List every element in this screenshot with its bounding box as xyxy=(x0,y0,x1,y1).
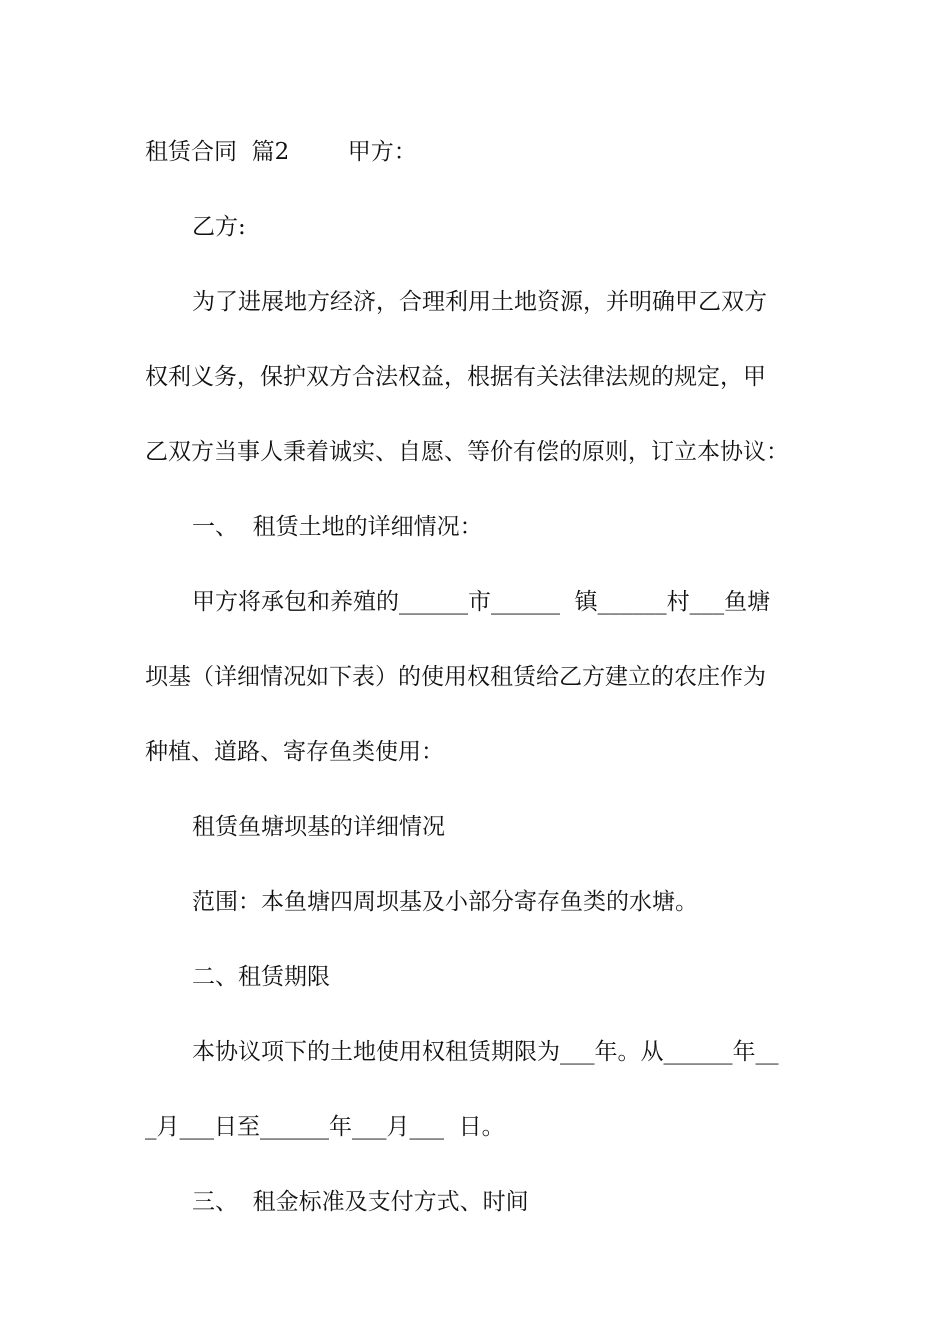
title-line: 租赁合同 篇2 甲方： xyxy=(145,139,417,165)
section-heading: 三、 租金标准及支付方式、时间 xyxy=(192,1189,529,1215)
paragraph-line: 范围：本鱼塘四周坝基及小部分寄存鱼类的水塘。 xyxy=(192,889,698,915)
paragraph-line: 坝基（详细情况如下表）的使用权租赁给乙方建立的农庄作为 xyxy=(145,664,766,690)
paragraph-line: 甲方将承包和养殖的______市______ 镇______村___鱼塘 xyxy=(192,589,771,615)
section-heading: 一、 租赁土地的详细情况： xyxy=(192,514,483,540)
paragraph-line: 为了进展地方经济，合理利用土地资源，并明确甲乙双方 xyxy=(192,289,767,315)
paragraph-line: 本协议项下的土地使用权租赁期限为___年。从______年__ xyxy=(192,1039,779,1065)
subheading-line: 租赁鱼塘坝基的详细情况 xyxy=(192,814,445,840)
paragraph-line: 乙双方当事人秉着诚实、自愿、等价有偿的原则，订立本协议： xyxy=(145,439,789,465)
paragraph-line: _月___日至______年___月___ 日。 xyxy=(145,1114,505,1140)
party-b-line: 乙方: xyxy=(192,214,246,240)
paragraph-line: 种植、道路、寄存鱼类使用： xyxy=(145,739,444,765)
paragraph-line: 权利义务，保护双方合法权益，根据有关法律法规的规定，甲 xyxy=(145,364,766,390)
section-heading: 二、租赁期限 xyxy=(192,964,330,990)
